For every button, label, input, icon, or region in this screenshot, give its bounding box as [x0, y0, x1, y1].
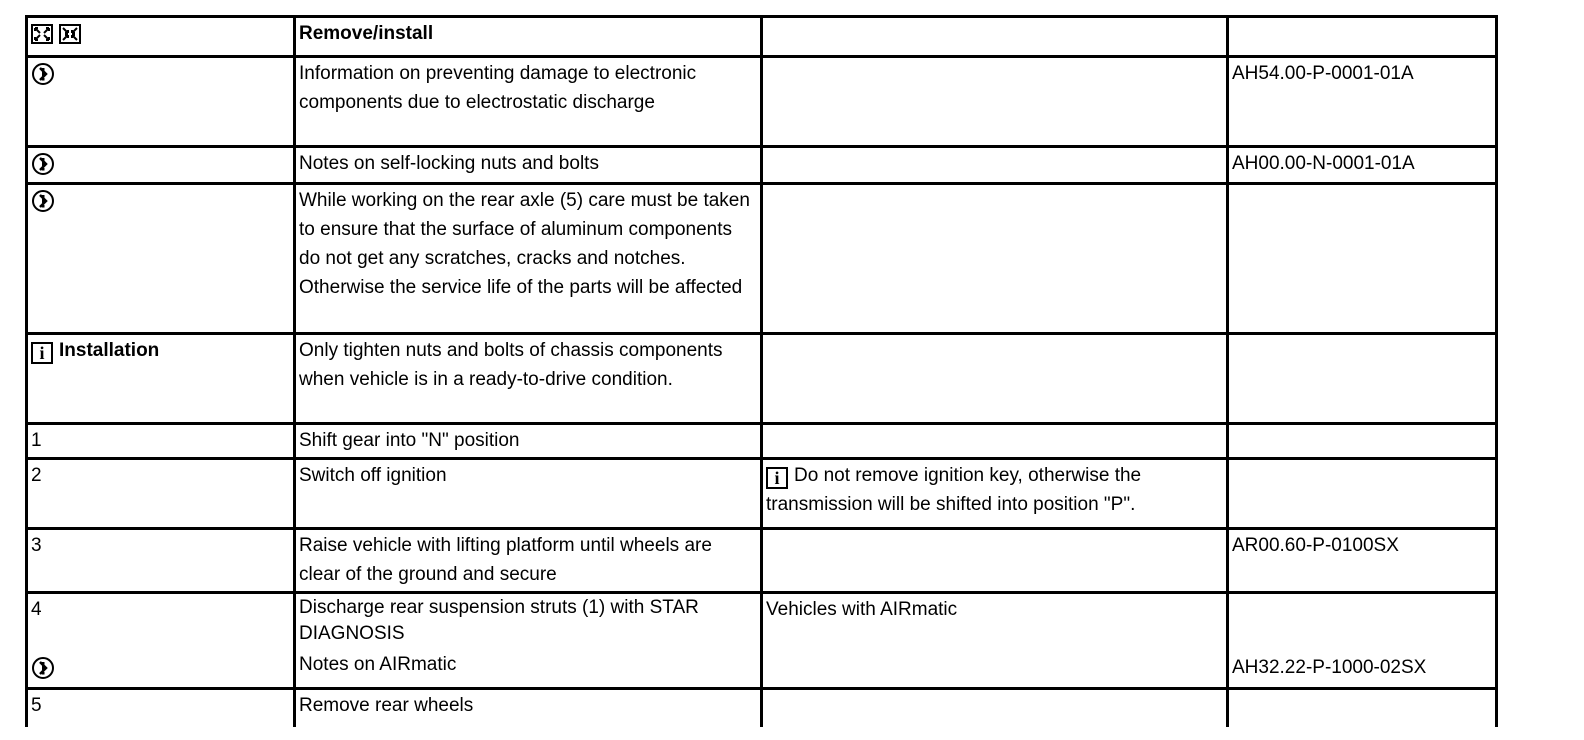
reference-cell — [1228, 57, 1497, 147]
action-text: Switch off ignition — [299, 465, 447, 486]
reference-cell — [1228, 334, 1497, 424]
note-cell — [762, 689, 1228, 727]
table-row — [27, 459, 1497, 529]
reference-cell — [1228, 184, 1497, 334]
note-text: Do not remove ignition key, otherwise the transmission will be shifted into position "P". — [766, 465, 1142, 515]
caution-icon — [31, 152, 55, 176]
document-reference-link[interactable]: AH00.00-N-0001-01A — [1232, 153, 1415, 174]
step-number: 4 — [31, 599, 42, 620]
note-cell — [762, 459, 1228, 529]
action-cell — [295, 529, 762, 593]
reference-cell — [1228, 424, 1497, 459]
installation-label: Installation — [59, 340, 160, 361]
note-cell — [762, 57, 1228, 147]
step-number: 1 — [31, 430, 42, 451]
step-cell — [27, 184, 295, 334]
caution-icon — [31, 656, 55, 680]
reference-cell — [1228, 529, 1497, 593]
note-cell — [762, 17, 1228, 57]
note-cell — [762, 593, 1228, 689]
action-text: While working on the rear axle (5) care must be taken to ensure that the surface of aluminum components do not get any scratches, cracks and notches. Otherwise the service life of the parts will be affected — [299, 190, 750, 298]
action-cell — [295, 184, 762, 334]
action-cell — [295, 334, 762, 424]
action-cell — [295, 147, 762, 184]
table-row — [27, 17, 1497, 57]
action-cell — [295, 689, 762, 727]
action-text: Information on preventing damage to electronic components due to electrostatic discharge — [299, 63, 697, 113]
procedure-table — [25, 15, 1498, 727]
note-cell — [762, 147, 1228, 184]
table-row — [27, 334, 1497, 424]
reference-cell — [1228, 459, 1497, 529]
section-heading: Remove/install — [299, 23, 434, 44]
note-cell — [762, 334, 1228, 424]
table-row — [27, 57, 1497, 147]
action-text: Only tighten nuts and bolts of chassis components when vehicle is in a ready-to-drive condition. — [299, 340, 723, 390]
info-icon: i — [31, 342, 53, 364]
step-cell — [27, 593, 295, 689]
action-cell — [295, 593, 762, 689]
step-cell — [27, 334, 295, 424]
reference-cell — [1228, 147, 1497, 184]
action-text: Notes on self-locking nuts and bolts — [299, 153, 599, 174]
step-cell — [27, 17, 295, 57]
install-icon — [59, 24, 81, 44]
action-cell — [295, 57, 762, 147]
step-cell — [27, 689, 295, 727]
table-row — [27, 184, 1497, 334]
step-cell — [27, 147, 295, 184]
step-cell — [27, 529, 295, 593]
step-number: 3 — [31, 535, 42, 556]
reference-cell — [1228, 17, 1497, 57]
note-text: Vehicles with AIRmatic — [766, 599, 958, 620]
reference-cell — [1228, 689, 1497, 727]
note-cell — [762, 184, 1228, 334]
step-cell — [27, 459, 295, 529]
table-row — [27, 689, 1497, 727]
action-text: Remove rear wheels — [299, 695, 474, 716]
action-text: Raise vehicle with lifting platform until wheels are clear of the ground and secure — [299, 535, 712, 585]
action-cell — [295, 424, 762, 459]
step-cell — [27, 424, 295, 459]
note-cell — [762, 529, 1228, 593]
document-reference-link[interactable]: AR00.60-P-0100SX — [1232, 535, 1399, 556]
step-number: 2 — [31, 465, 42, 486]
airmatic-notes-text: Notes on AIRmatic — [299, 654, 457, 675]
document-reference-link[interactable]: AH54.00-P-0001-01A — [1232, 63, 1414, 84]
table-row — [27, 529, 1497, 593]
note-cell — [762, 424, 1228, 459]
action-cell — [295, 17, 762, 57]
info-icon: i — [766, 467, 788, 489]
reference-cell — [1228, 593, 1497, 689]
table-row — [27, 424, 1497, 459]
caution-icon — [31, 62, 55, 86]
action-cell — [295, 459, 762, 529]
remove-icon — [31, 24, 53, 44]
caution-icon — [31, 189, 55, 213]
action-text: Discharge rear suspension struts (1) with STAR DIAGNOSIS — [299, 597, 699, 644]
step-cell — [27, 57, 295, 147]
step-number: 5 — [31, 695, 42, 716]
action-text: Shift gear into "N" position — [299, 430, 520, 451]
document-reference-link[interactable]: AH32.22-P-1000-02SX — [1232, 657, 1427, 678]
table-row — [27, 593, 1497, 689]
table-row — [27, 147, 1497, 184]
